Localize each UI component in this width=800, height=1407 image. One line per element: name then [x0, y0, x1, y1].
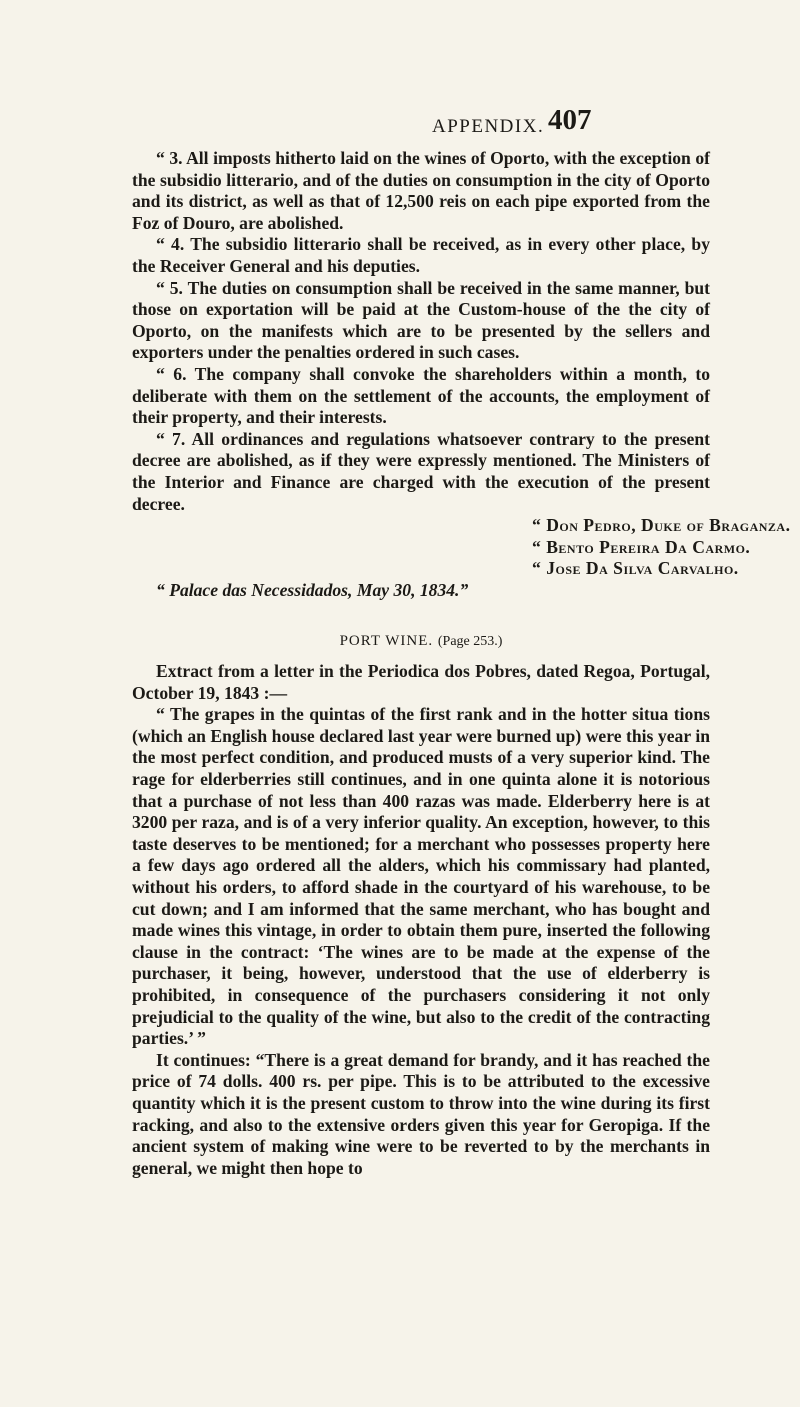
- extract-intro: Extract from a letter in the Periodica dos Pobres, dated Regoa, Portugal, October 19, 1843 :—: [132, 661, 710, 703]
- section-title-text: PORT WINE.: [339, 633, 434, 650]
- decree-dateline: “ Palace das Necessidados, May 30, 1834.”: [156, 579, 469, 600]
- signature-don-pedro: “ Don Pedro, Duke of Braganza.: [532, 515, 791, 536]
- signature-bento-pereira: “ Bento Pereira Da Carmo.: [532, 536, 751, 557]
- decree-article-6: “ 6. The company shall convoke the shareholders within a month, to deliberate with them on the settlement of the accounts, the employment of their property, and their interests.: [132, 363, 710, 428]
- decree-article-5: “ 5. The duties on consumption shall be received in the same manner, but those on exportation will be paid at the Custom-house of the the city of Oporto, on the manifests which are to be presented by the sellers and exporters under the penalties ordered in such cases.: [132, 277, 710, 363]
- page-body: [132, 148, 791, 1179]
- signature-jose-da-silva: “ Jose Da Silva Carvalho.: [532, 558, 739, 579]
- decree-article-4: “ 4. The subsidio litterario shall be received, as in every other place, by the Receiver General and his deputies.: [132, 234, 710, 276]
- extract-continues: It continues: “There is a great demand for brandy, and it has reached the price of 74 dolls. 400 rs. per pipe. This is to be attributed to the excessive quantity which it is the present custom to throw into the wine during its first racking, and also to the extensive orders given this year for Geropiga. If the ancient system of making wine were to be reverted to by the merchants in general, we might then hope to: [132, 1049, 710, 1178]
- decree-article-7: “ 7. All ordinances and regulations whatsoever contrary to the present decree are abolished, as if they were expressly mentioned. The Ministers of the Interior and Finance are charged with the execution of the present decree.: [132, 428, 710, 514]
- decree-article-3: “ 3. All imposts hitherto laid on the wines of Oporto, with the exception of the subsidio litterario, and of the duties on consumption in the city of Oporto and its district, as well as that of 12,500 reis on each pipe exported from the Foz of Douro, are abolished.: [132, 148, 710, 233]
- page-header: [0, 104, 800, 144]
- extract-quote: “ The grapes in the quintas of the first rank and in the hotter situa tions (which an English house declared last year were burned up) were this year in the most perfect condition, and produced musts of a very superior kind. The rage for elderberries still continues, and in one quinta alone it is notorious that a purchase of not less than 400 razas was made. Elderberry here is at 3200 per raza, and is of a very inferior quality. An exception, however, to this taste deserves to be mentioned; for a merchant who possesses property here a few days ago ordered all the alders, which his commissary had planted, without his orders, to afford shade in the courtyard of his warehouse, to be cut down; and I am informed that the same merchant, who has bought and made wines this vintage, in order to obtain them pure, inserted the following clause in the contract: ‘The wines are to be made at the expense of the purchaser, it being, however, understood that the use of elderberry is prohibited, in consequence of the purchasers considering it not only prejudicial to the quality of the wine, but also to the credit of the contracting parties.’ ”: [132, 704, 710, 1049]
- section-page-ref: (Page 253.): [437, 634, 503, 650]
- section-title: [132, 631, 710, 653]
- page-number: 407: [548, 104, 592, 136]
- running-head: APPENDIX.: [432, 116, 545, 137]
